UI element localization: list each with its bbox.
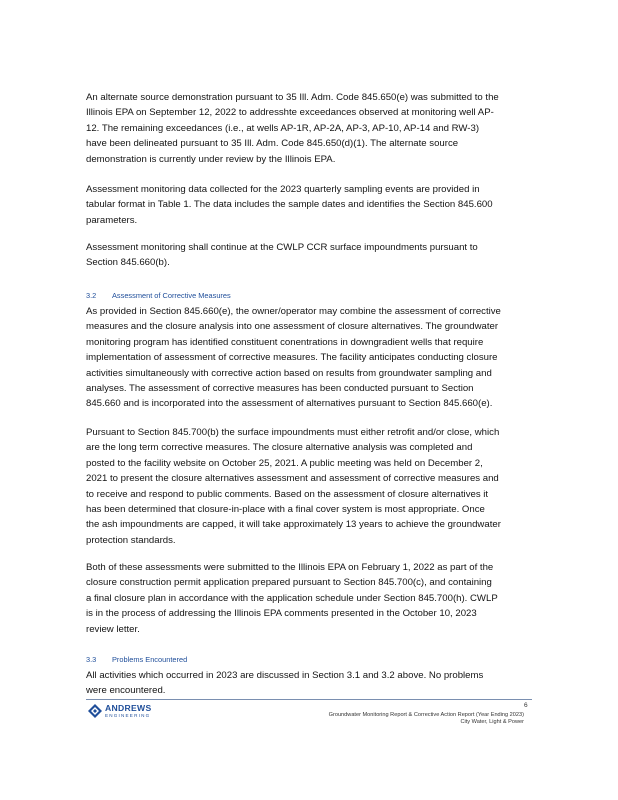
footer-divider [86,699,532,700]
page-number: 6 [524,702,528,709]
paragraph-problems [86,668,544,699]
logo-name: ANDREWS [105,703,152,713]
text-line: activities simultaneously with corrective action based on results from groundwater sampling and [86,367,492,379]
paragraph-corrective-measures [86,304,544,412]
text-line: All activities which occurred in 2023 are discussed in Section 3.1 and 3.2 above. No problems [86,670,484,681]
text-line: measures and the closure analysis into one assessment of closure alternatives. The groundwater [86,321,499,333]
text-line: An alternate source demonstration pursuant to 35 Ill. Adm. Code 845.650(e) was submitted to the [86,92,499,103]
text-line: Pursuant to Section 845.700(b) the surface impoundments must either retrofit and/or close, which [86,427,500,438]
text-line: are the long term corrective measures. The closure alternative analysis was completed and [86,442,473,454]
section-number: 3.3 [86,655,97,664]
paragraph-continue-monitoring [86,240,544,271]
footer-report-title: Groundwater Monitoring Report & Corrective Action Report (Year Ending 2023) [328,712,524,718]
text-line: a final closure plan in accordance with the application schedule under Section 845.700(h). CWLP [86,592,498,604]
text-line: is in the process of addressing the Illinois EPA comments presented in the October 10, 2023 [86,608,477,620]
text-line: Section 845.660(b). [86,257,170,269]
paragraph-monitoring-data [86,182,544,228]
text-line: 845.660 and is incorporated into the assessment of alternatives pursuant to Section 845.660(e). [86,398,493,410]
text-line: 12. The remaining exceedances (i.e., at wells AP-1R, AP-2A, AP-3, AP-10, AP-14 and RW-3) [86,122,480,134]
text-line: demonstration is currently under review by the Illinois EPA. [86,153,336,165]
logo-mark-icon [88,704,102,718]
logo-subtitle: ENGINEERING [105,713,151,718]
paragraph-alternate-source [86,90,544,167]
text-line: tabular format in Table 1. The data includes the sample dates and identifies the Section 845.600 [86,199,493,211]
text-line: protection standards. [86,534,176,546]
text-line: Assessment monitoring data collected for the 2023 quarterly sampling events are provided in [86,184,480,195]
paragraph-submitted-assessments [86,560,544,637]
section-title: Assessment of Corrective Measures [112,291,231,300]
text-line: Both of these assessments were submitted to the Illinois EPA on February 1, 2022 as part of the [86,562,494,573]
text-line: were encountered. [86,685,166,697]
text-line: parameters. [86,214,138,226]
paragraph-retrofit-close [86,425,544,548]
section-title: Problems Encountered [112,655,188,664]
text-line: implementation of assessment of corrective measures. The facility anticipates conducting closure [86,352,498,364]
text-line: Illinois EPA on September 12, 2022 to addresshte exceedances observed at monitoring well AP- [86,107,494,119]
section-heading-3-3 [86,655,187,664]
text-line: Assessment monitoring shall continue at the CWLP CCR surface impoundments pursuant to [86,242,478,253]
footer-client: City Water, Light & Power [460,719,524,725]
text-line: closure construction permit application prepared pursuant to Section 845.700(c), and containing [86,577,492,589]
text-line: posted to the facility website on October 25, 2021. A public meeting was held on December 2, [86,457,483,469]
text-line: As provided in Section 845.660(e), the owner/operator may combine the assessment of corrective [86,306,501,317]
andrews-engineering-logo [88,703,168,721]
section-heading-3-2 [86,291,231,300]
text-line: have been delineated pursuant to 35 Ill. Adm. Code 845.650(d)(1). The alternate source [86,138,459,150]
text-line: has been determined that closure-in-place with a final cover system is most appropriate. Once [86,504,485,516]
text-line: 2021 to present the closure alternatives assessment and assessment of corrective measures and [86,473,499,485]
text-line: analyses. The assessment of corrective measures has been conducted pursuant to Section [86,383,474,395]
text-line: monitoring program has identified constituent conentrations in downgradient wells that require [86,336,484,348]
text-line: to receive and respond to public comments. Based on the assessment of closure alternatives it [86,488,489,500]
text-line: review letter. [86,623,140,635]
section-number: 3.2 [86,291,97,300]
text-line: the ash impoundments are capped, it will take approximately 13 years to achieve the groundwater [86,519,501,531]
